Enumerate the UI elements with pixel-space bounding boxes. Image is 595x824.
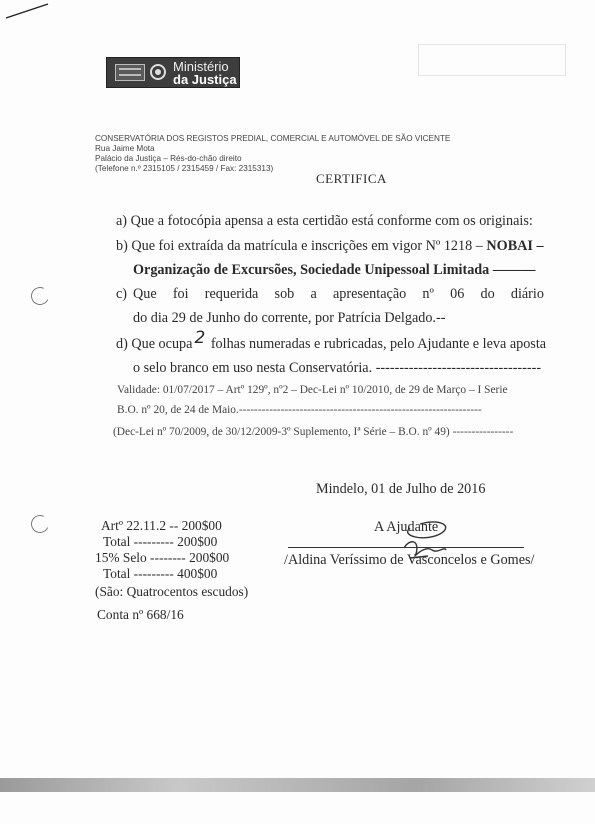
item-d-marker: d) [116, 336, 128, 352]
item-a [116, 212, 533, 230]
item-d-text-tail: folhas numeradas e rubricadas, pelo Ajudante e leva aposta [210, 336, 547, 352]
fee-amount-words: (São: Quatrocentos escudos) [95, 584, 249, 599]
item-c-text [133, 285, 544, 303]
validity-line-3: (Dec-Lei nº 70/2009, de 30/12/2009-3º Suplemento, Iª Série – B.O. nº 49) ---------------- [113, 426, 514, 438]
item-b [116, 237, 544, 255]
fee-total-1: Total --------- 200$00 [103, 534, 218, 549]
punch-hole-icon [28, 512, 51, 535]
ministry-logo [106, 57, 240, 88]
fee-total-2: Total --------- 400$00 [103, 566, 218, 581]
punch-hole-icon [28, 284, 51, 307]
item-b-company-start: NOBAI – [486, 238, 544, 254]
item-b-marker: b) [116, 238, 128, 254]
validity-line-2: B.O. nº 20, de 24 de Maio.---------------------------------------------------------------- [117, 404, 482, 416]
bleed-through-box [418, 44, 566, 76]
date-place: Mindelo, 01 de Julho de 2016 [316, 481, 486, 497]
office-street: Rua Jaime Mota [95, 144, 155, 153]
office-phone: (Telefone n.º 2315105 / 2315459 / Fax: 2315313) [95, 164, 274, 173]
item-c-word: sob [274, 286, 295, 302]
fee-stamp-duty: 15% Selo -------- 200$00 [95, 550, 230, 565]
item-b-line2 [133, 261, 535, 279]
item-d-text: Que ocupa [131, 336, 193, 352]
item-c-word: apresentação [332, 286, 407, 302]
signature-line [288, 547, 524, 548]
item-c-line2: do dia 29 de Junho do corrente, por Patrícia Delgado.-- [133, 310, 446, 326]
office-building: Palácio da Justiça – Rés-do-chão direito [95, 154, 242, 163]
item-c-word: foi [172, 286, 189, 302]
pen-stroke [0, 0, 60, 30]
item-d [116, 328, 547, 353]
office-name: CONSERVATÓRIA DOS REGISTOS PREDIAL, COMERCIAL E AUTOMÓVEL DE SÃO VICENTE [95, 134, 451, 143]
signature-name: /Aldina Veríssimo de Vasconcelos e Gomes/ [284, 552, 535, 568]
item-a-text: Que a fotocópia apensa a esta certidão está conforme com os originais: [130, 213, 533, 229]
logo-line-2: da Justiça [173, 72, 237, 87]
item-c [116, 285, 544, 303]
document-title: CERTIFICA [316, 171, 387, 186]
item-c-marker: c) [116, 286, 128, 302]
item-d-line2: o selo branco em uso nesta Conservatória. ----------------------------------- [133, 360, 542, 376]
item-c-word: requerida [204, 286, 259, 302]
item-c-word: nº [422, 286, 434, 302]
item-c-word: do [480, 286, 495, 302]
item-a-marker: a) [116, 213, 128, 229]
item-b-dashes: ——— [489, 262, 536, 278]
account-number: Conta nº 668/16 [97, 607, 184, 622]
flag-emblem-icon [115, 64, 145, 81]
logo-line-1: Ministério [173, 59, 229, 74]
fee-article: Artº 22.11.2 -- 200$00 [101, 518, 222, 533]
item-c-word: a [310, 286, 317, 302]
signature-role: A Ajudante [374, 519, 439, 535]
item-c-word: Que [133, 286, 157, 302]
scanner-edge-band [0, 778, 595, 792]
item-b-company-name: Organização de Excursões, Sociedade Unipessoal Limitada [133, 262, 490, 278]
item-b-text: Que foi extraída da matrícula e inscrições em vigor Nº 1218 – [131, 238, 483, 254]
item-c-word: diário [510, 286, 544, 302]
seal-icon [150, 64, 166, 80]
item-c-word: 06 [450, 286, 465, 302]
handwritten-number: 2 [194, 328, 206, 348]
validity-line-1: Validade: 01/07/2017 – Artº 129º, nº2 – Dec-Lei nº 10/2010, de 29 de Março – I Serie [117, 384, 508, 396]
